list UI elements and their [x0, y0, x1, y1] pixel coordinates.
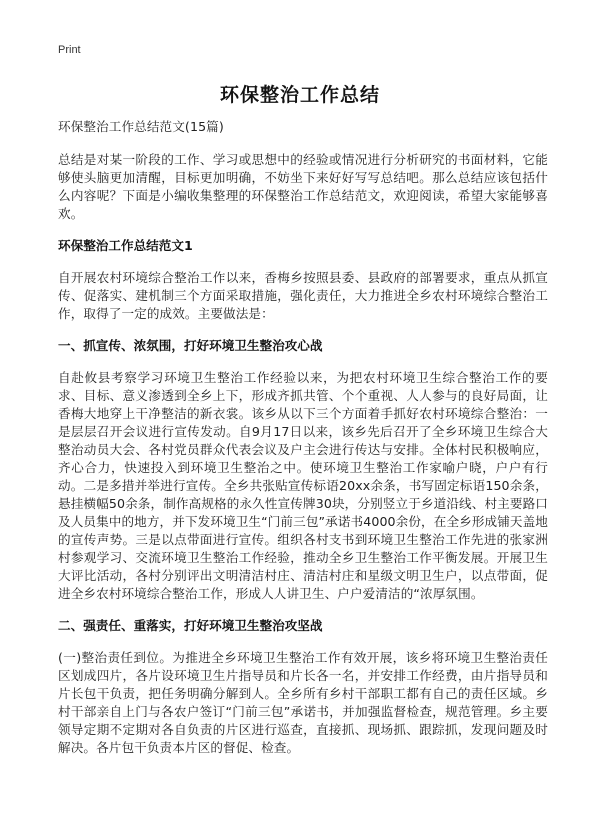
article-intro-paragraph: 自开展农村环境综合整治工作以来，香梅乡按照县委、县政府的部署要求，重点从抓宣传、促落实、建机制三个方面采取措施，强化责任，大力推进全乡农村环境综合整治工作，取得了一定的成效。主要做法是：	[58, 270, 548, 321]
page-title: 环保整治工作总结	[219, 84, 380, 106]
print-link[interactable]: Print	[58, 44, 81, 56]
document-body	[58, 118, 548, 771]
section-1-heading: 一、抓宣传、浓氛围，打好环境卫生整治攻心战	[58, 338, 323, 353]
document-subtitle: 环保整治工作总结范文(15篇)	[58, 119, 224, 134]
article-heading: 环保整治工作总结范文1	[58, 238, 193, 253]
section-1-paragraph: 自赴攸县考察学习环境卫生整治工作经验以来，为把农村环境卫生综合整治工作的要求、目标、意义渗透到全乡上下，形成齐抓共管、个个重视、人人参与的良好局面，让香梅大地穿上干净整洁的新衣裳。该乡从以下三个方面着手抓好农村环境综合整治：一是层层召开会议进行宣传发动。自9月17日以来，该乡先后召开了全乡环境卫生综合大整治动员大会、各村党员群众代表会议及户主会进行传达与安排。全体村民积极响应，齐心合力，快速投入到环境卫生整治之中。使环境卫生整治工作家喻户晓，户户有行动。二是多措并举进行宣传。全乡共张贴宣传标语20xx余条，书写固定标语150余条，悬挂横幅50余条，制作高规格的永久性宣传牌30块，分别竖立于乡道沿线、村主要路口及人员集中的地方，并下发环境卫生“门前三包”承诺书4000余份，在全乡形成铺天盖地的宣传声势。三是以点带面进行宣传。组织各村支书到环境卫生整治工作先进的张家洲村参观学习、交流环境卫生整治工作经验，推动全乡卫生整治工作平衡发展。开展卫生大评比活动，各村分别评出文明清洁村庄、清洁村庄和星级文明卫生户，以点带面，促进全乡农村环境综合整治工作，形成人人讲卫生、户户爱清洁的“浓厚氛围。	[58, 370, 548, 601]
section-2-paragraph: (一)整治责任到位。为推进全乡环境卫生整治工作有效开展，该乡将环境卫生整治责任区划成四片，各片设环境卫生片指导员和片长各一名，并安排工作经费，由片指导员和片长包干负责，把任务明确分解到人。全乡所有乡村干部职工都有自己的责任区域。乡村干部亲自上门与各农户签订“门前三包”承诺书，并加强监督检查，规范管理。乡主要领导定期不定期对各自负责的片区进行巡查，直接抓、现场抓、跟踪抓，发现问题及时解决。各片包干负责本片区的督促、检查。	[58, 650, 548, 755]
section-2-heading: 二、强责任、重落实，打好环境卫生整治攻坚战	[58, 618, 323, 633]
intro-paragraph: 总结是对某一阶段的工作、学习或思想中的经验或情况进行分析研究的书面材料，它能够使头脑更加清醒，目标更加明确，不妨坐下来好好写写总结吧。那么总结应该包括什么内容呢？下面是小编收集整理的环保整治工作总结范文，欢迎阅读，希望大家能够喜欢。	[58, 152, 548, 221]
